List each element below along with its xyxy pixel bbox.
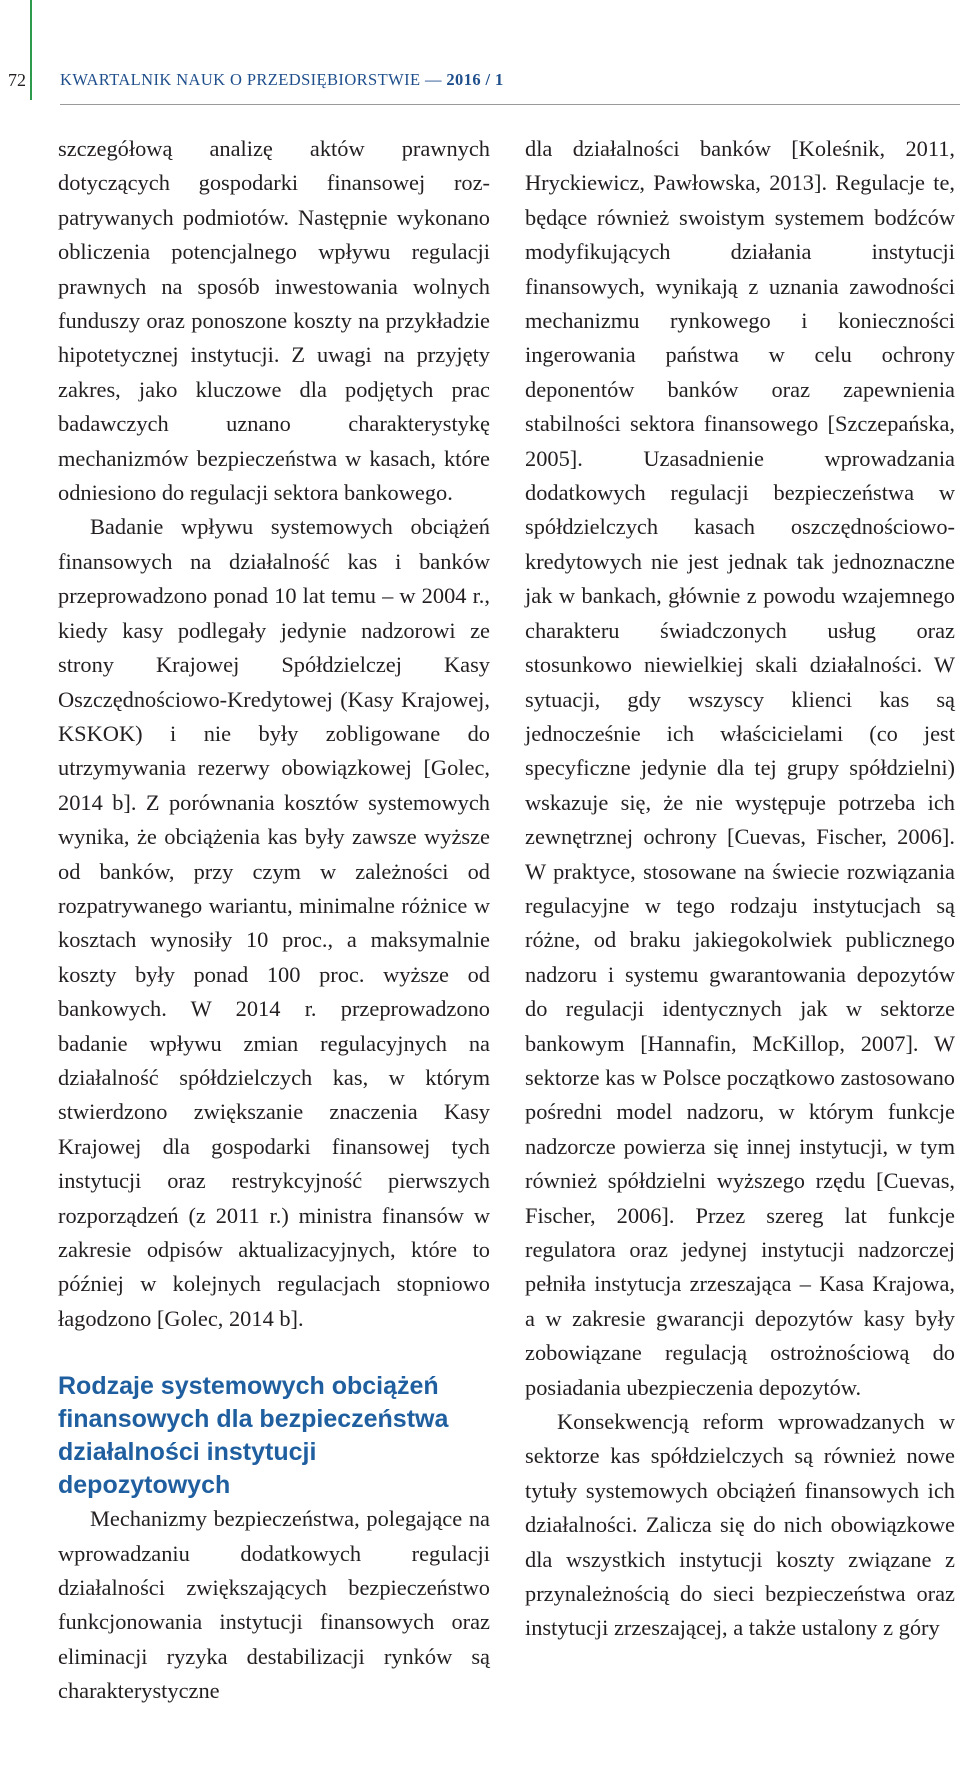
left-paragraph-2: Badanie wpływu systemowych obciążeń finansowych na działalność kas i banków przeprowadzono ponad 10 lat temu – w 2004 r., kiedy kasy podlegały jedynie nadzorowi ze strony Krajowej Spółdzielczej Kasy Oszczędnościowo-Kredytowej (Kasy Krajowej, KSKOK) i nie były zobligowane do utrzymywania rezerwy obowiązkowej [Golec, 2014 b]. Z porównania kosztów systemowych wynika, że obciążenia kas były zawsze wyższe od banków, przy czym w zależności od rozpatrywanego wariantu, minimalne różnice w kosztach wynosiły 10 proc., a maksymalnie koszty były ponad 100 proc. wyższe od bankowych. W 2014 r. przeprowadzono badanie wpływu zmian regulacyjnych na działalność spółdzielczych kas, w którym stwierdzono zwiększanie znaczenia Kasy Krajowej dla gospodarki finansowej tych instytucji oraz restrykcyjność pierwszych rozporządzeń (z 2011 r.) ministra finansów w zakresie odpisów aktualizacyjnych, które to później w kolejnych regulacjach stopniowo łagodzono [Golec, 2014 b]. bbox=[58, 514, 490, 1331]
section-heading: Rodzaje systemowych obciążeń finansowych dla bezpieczeństwa działalności instytucji depozytowych bbox=[58, 1372, 449, 1500]
right-paragraph-1: dla działalności banków [Koleśnik, 2011, Hryckiewicz, Pawłowska, 2013]. Regulacje te, będące również swoistym systemem bodźców modyfikujących działania instytucji finansowych, wynikają z uznania zawodności mechanizmu rynkowego i konieczności ingerowania państwa w celu ochrony deponentów banków oraz zapewnienia stabilności sektora finansowego [Szczepańska, 2005]. Uzasadnienie wprowadzania dodatkowych regulacji bezpieczeństwa w spółdzielczych kasach oszczędnościowo-kredytowych nie jest jednak tak jednoznaczne jak w bankach, głównie z powodu wzajemnego charakteru świadczonych usług oraz stosunkowo niewielkiej skali działalności. W sytuacji, gdy wszyscy klienci kas są jednocześnie ich właścicielami (co jest specyficzne jedynie dla tej grupy spółdzielni) wskazuje się, że nie występuje potrzeba ich zewnętrznej ochrony [Cuevas, Fischer, 2006]. W praktyce, stosowane na świecie rozwiązania regulacyjne w tego rodzaju instytucjach są różne, od braku jakiegokolwiek publicznego nadzoru i systemu gwarantowania depozytów do regulacji identycznych jak w sektorze bankowym [Hannafin, McKillop, 2007]. W sektorze kas w Polsce początkowo zastosowano pośredni model nadzoru, w którym funkcje nadzorcze powierza się innej instytucji, w tym również spółdzielni wyższego rzędu [Cuevas, Fischer, 2006]. Przez szereg lat funkcje regulatora oraz jedynej instytucji nadzorczej pełniła instytucja zrzeszająca – Kasa Krajowa, a w zakresie gwarancji depozytów kasy były zobowiązane regulacją ostrożnościową do posiadania ubezpieczenia depozytów. bbox=[525, 136, 955, 1400]
journal-issue: 2016 / 1 bbox=[446, 70, 504, 89]
page-number: 72 bbox=[8, 70, 26, 90]
right-column bbox=[525, 132, 955, 1646]
right-paragraph-2: Konsekwencją reform wprowadzanych w sektorze kas spółdzielczych są również nowe tytuły systemowych obciążeń finansowych ich działalności. Zalicza się do nich obowiązkowe dla wszystkich instytucji koszty związane z przynależnością do sieci bezpieczeństwa oraz instytucji zrzeszającej, a także ustalony z góry bbox=[525, 1409, 955, 1641]
left-paragraph-1: szczegółową analizę aktów prawnych dotyczących gospodarki finansowej rozpatrywanych podmiotów. Następnie wykonano obliczenia potencjalnego wpływu regulacji prawnych na sposób inwestowania wolnych funduszy oraz ponoszone koszty na przykładzie hipotetycznej instytucji. Z uwagi na przyjęty zakres, jako kluczowe dla podjętych prac badawczych uznano charakterystykę mechanizmów bezpieczeństwa w kasach, które odniesiono do regulacji sektora bankowego. bbox=[58, 136, 490, 506]
margin-rule bbox=[30, 0, 32, 100]
left-column bbox=[58, 132, 490, 1709]
running-header bbox=[60, 70, 504, 90]
journal-title: KWARTALNIK NAUK O PRZEDSIĘBIORSTWIE — bbox=[60, 70, 447, 89]
header-rule bbox=[60, 104, 960, 105]
left-paragraph-3: Mechanizmy bezpieczeństwa, polegające na wprowadzaniu dodatkowych regulacji działalności zwiększających bezpieczeństwo funkcjonowania instytucji finansowych oraz eliminacji ryzyka destabilizacji rynków są charakterystyczne bbox=[58, 1506, 490, 1704]
